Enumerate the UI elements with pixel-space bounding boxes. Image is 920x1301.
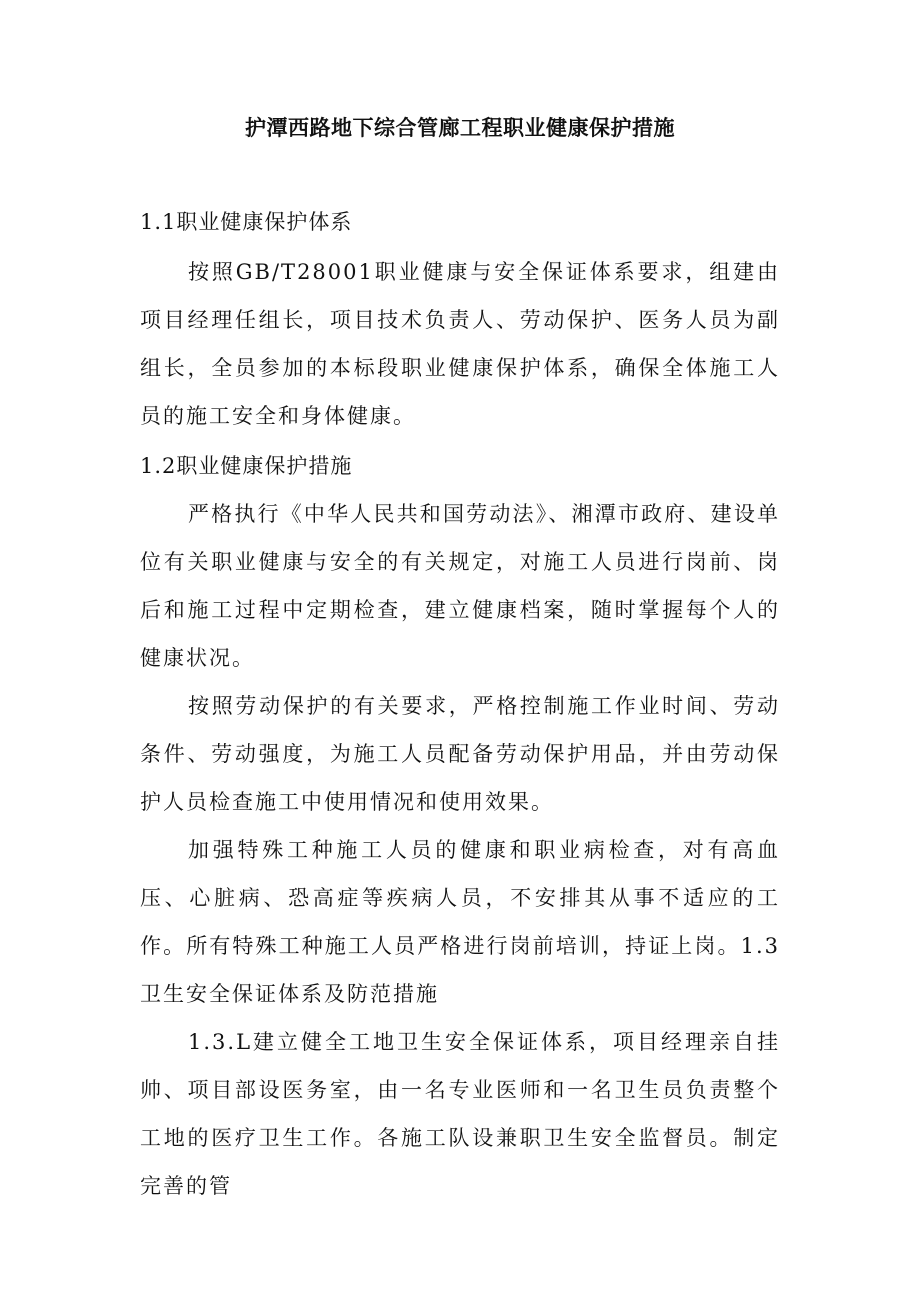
paragraph-hygiene-system: 1.3.L建立健全工地卫生安全保证体系，项目经理亲自挂帅、项目部设医务室，由一名专业医师和一名卫生员负责整个工地的医疗卫生工作。各施工队设兼职卫生安全监督员。制定完善的管: [140, 1030, 780, 1198]
paragraph-labor-protection: 按照劳动保护的有关要求，严格控制施工作业时间、劳动条件、劳动强度，为施工人员配备劳动保护用品，并由劳动保护人员检查施工中使用情况和使用效果。: [140, 694, 780, 814]
paragraph-system: 按照GB/T28001职业健康与安全保证体系要求，组建由项目经理任组长，项目技术负责人、劳动保护、医务人员为副组长，全员参加的本标段职业健康保护体系，确保全体施工人员的施工安全和身体健康。: [140, 260, 780, 428]
paragraph-special-workers: 加强特殊工种施工人员的健康和职业病检查，对有高血压、心脏病、恐高症等疾病人员，不安排其从事不适应的工作。所有特殊工种施工人员严格进行岗前培训，持证上岗。1.3卫生安全保证体系及防范措施: [140, 838, 780, 1006]
document-title: 护潭西路地下综合管廊工程职业健康保护措施: [245, 115, 675, 140]
paragraph-labor-law: 严格执行《中华人民共和国劳动法》、湘潭市政府、建设单位有关职业健康与安全的有关规定，对施工人员进行岗前、岗后和施工过程中定期检查，建立健康档案，随时掌握每个人的健康状况。: [140, 502, 780, 670]
section-heading-1-2: 1.2职业健康保护措施: [140, 454, 353, 478]
section-heading-1-1: 1.1职业健康保护体系: [140, 210, 353, 234]
